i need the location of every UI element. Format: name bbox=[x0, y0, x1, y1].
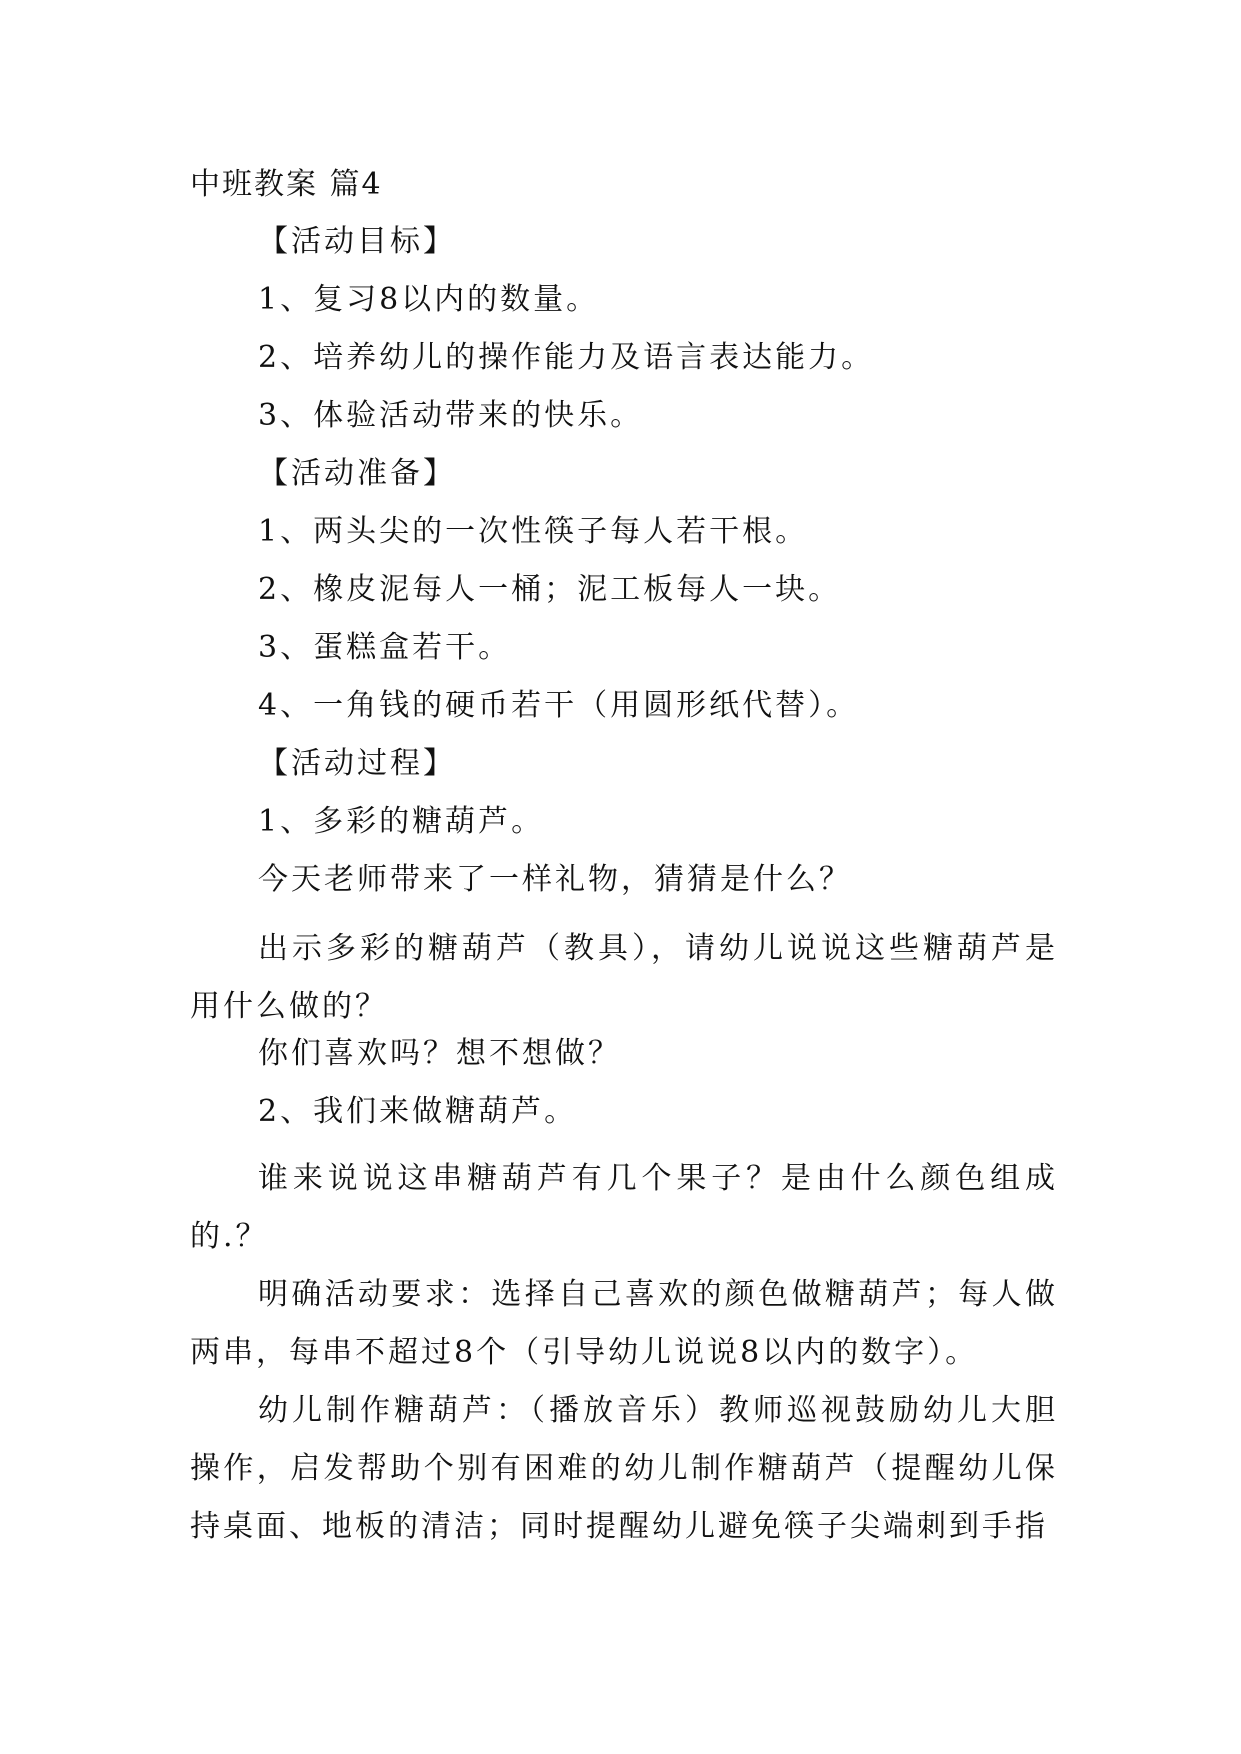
process-text-2: 你们喜欢吗？想不想做？ bbox=[258, 1036, 621, 1071]
process-step-2: 2、我们来做糖葫芦。 bbox=[258, 1094, 578, 1129]
process-paragraph-2: 谁来说说这串糖葫芦有几个果子？是由什么颜色组成的.？ bbox=[190, 1161, 1058, 1254]
goal-item-3: 3、体验活动带来的快乐。 bbox=[258, 398, 644, 433]
section-heading-preparation: 【活动准备】 bbox=[258, 456, 456, 491]
section-heading-goals: 【活动目标】 bbox=[258, 224, 456, 259]
process-paragraph-1: 出示多彩的糖葫芦（教具），请幼儿说说这些糖葫芦是用什么做的？ bbox=[190, 931, 1058, 1024]
preparation-item-4: 4、一角钱的硬币若干（用圆形纸代替）。 bbox=[258, 688, 860, 723]
goal-item-1: 1、复习8以内的数量。 bbox=[258, 282, 600, 317]
preparation-item-1: 1、两头尖的一次性筷子每人若干根。 bbox=[258, 514, 809, 549]
preparation-item-3: 3、蛋糕盒若干。 bbox=[258, 630, 512, 665]
preparation-item-2: 2、橡皮泥每人一桶；泥工板每人一块。 bbox=[258, 572, 842, 607]
section-heading-process: 【活动过程】 bbox=[258, 746, 456, 781]
document-title: 中班教案 篇4 bbox=[190, 167, 383, 202]
process-text-1: 今天老师带来了一样礼物，猜猜是什么？ bbox=[258, 862, 852, 897]
process-paragraph-4: 幼儿制作糖葫芦：（播放音乐）教师巡视鼓励幼儿大胆操作，启发帮助个别有困难的幼儿制作糖葫芦（提醒幼儿保持桌面、地板的清洁；同时提醒幼儿避免筷子尖端刺到手指 bbox=[190, 1393, 1058, 1544]
process-paragraph-3: 明确活动要求：选择自己喜欢的颜色做糖葫芦；每人做两串，每串不超过8个（引导幼儿说说8以内的数字）。 bbox=[190, 1277, 1058, 1370]
goal-item-2: 2、培养幼儿的操作能力及语言表达能力。 bbox=[258, 340, 875, 375]
process-step-1: 1、多彩的糖葫芦。 bbox=[258, 804, 545, 839]
